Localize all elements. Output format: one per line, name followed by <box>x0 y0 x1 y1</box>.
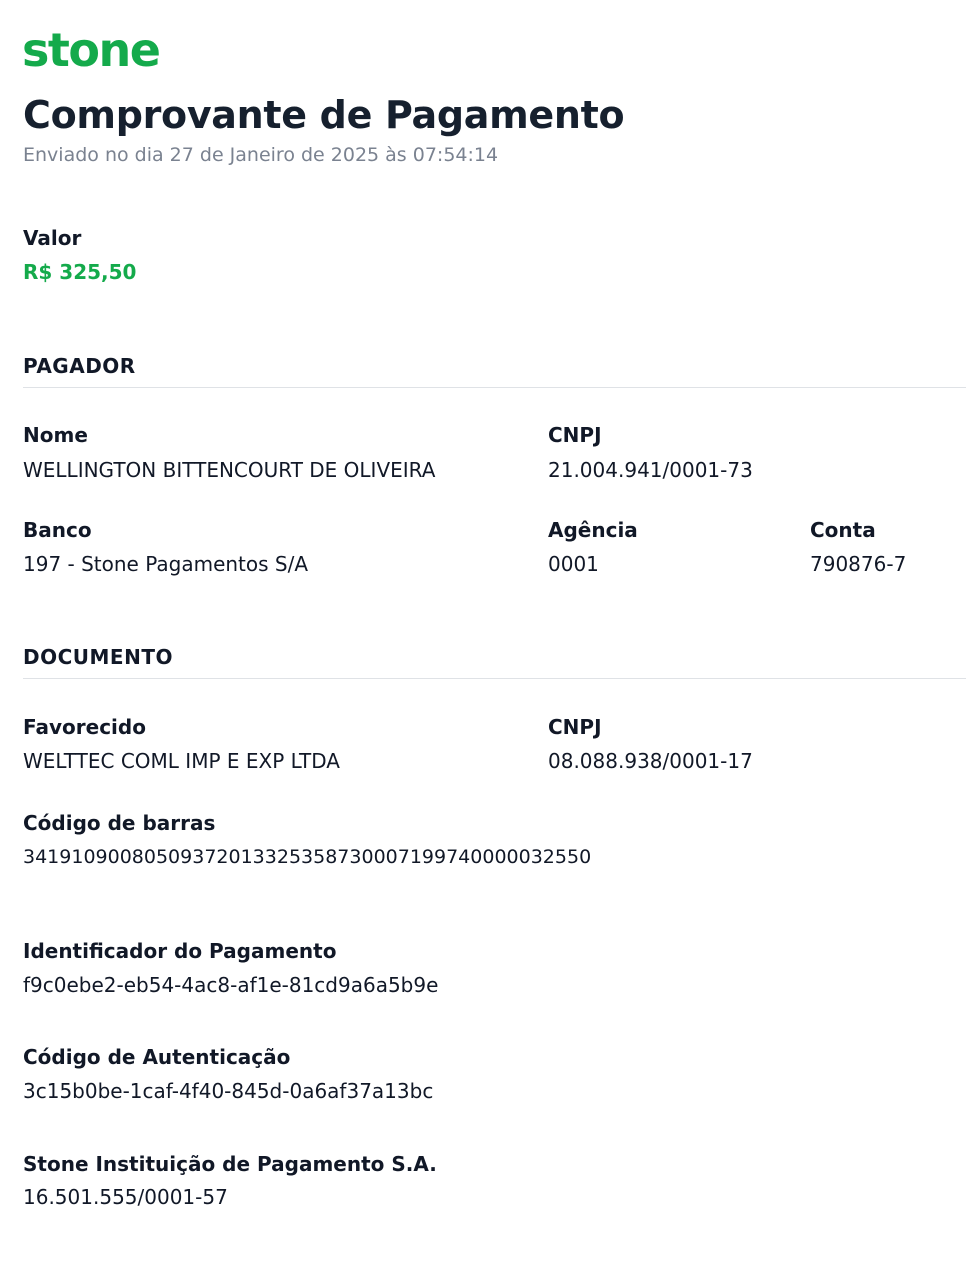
favorecido-name: WELTTEC COML IMP E EXP LTDA <box>23 749 340 773</box>
barcode-label: Código de barras <box>23 811 216 835</box>
pagador-conta: 790876-7 <box>810 552 907 576</box>
documento-divider <box>23 678 966 679</box>
pagador-conta-label: Conta <box>810 518 876 542</box>
pagador-nome-label: Nome <box>23 423 88 447</box>
identificador-value: f9c0ebe2-eb54-4ac8-af1e-81cd9a6a5b9e <box>23 973 439 997</box>
pagador-nome: WELLINGTON BITTENCOURT DE OLIVEIRA <box>23 458 436 482</box>
pagador-divider <box>23 387 966 388</box>
favorecido-label: Favorecido <box>23 715 146 739</box>
pagador-cnpj-label: CNPJ <box>548 423 602 447</box>
documento-section-title: DOCUMENTO <box>23 645 173 669</box>
sent-timestamp: Enviado no dia 27 de Janeiro de 2025 às 07:54:14 <box>23 144 499 166</box>
valor-amount: R$ 325,50 <box>23 260 137 284</box>
page-title: Comprovante de Pagamento <box>23 93 625 137</box>
identificador-label: Identificador do Pagamento <box>23 939 337 963</box>
pagador-agencia: 0001 <box>548 552 599 576</box>
pagador-cnpj: 21.004.941/0001-73 <box>548 458 753 482</box>
barcode-value: 34191090080509372013325358730007199740000032550 <box>23 846 592 868</box>
stone-logo: stone <box>22 23 160 77</box>
instituicao-cnpj: 16.501.555/0001-57 <box>23 1185 228 1209</box>
documento-cnpj-label: CNPJ <box>548 715 602 739</box>
pagador-banco-label: Banco <box>23 518 92 542</box>
autenticacao-value: 3c15b0be-1caf-4f40-845d-0a6af37a13bc <box>23 1079 434 1103</box>
pagador-banco: 197 - Stone Pagamentos S/A <box>23 552 309 576</box>
documento-cnpj: 08.088.938/0001-17 <box>548 749 753 773</box>
instituicao-label: Stone Instituição de Pagamento S.A. <box>23 1152 437 1176</box>
autenticacao-label: Código de Autenticação <box>23 1045 291 1069</box>
pagador-section-title: PAGADOR <box>23 354 136 378</box>
valor-label: Valor <box>23 226 82 250</box>
pagador-agencia-label: Agência <box>548 518 638 542</box>
